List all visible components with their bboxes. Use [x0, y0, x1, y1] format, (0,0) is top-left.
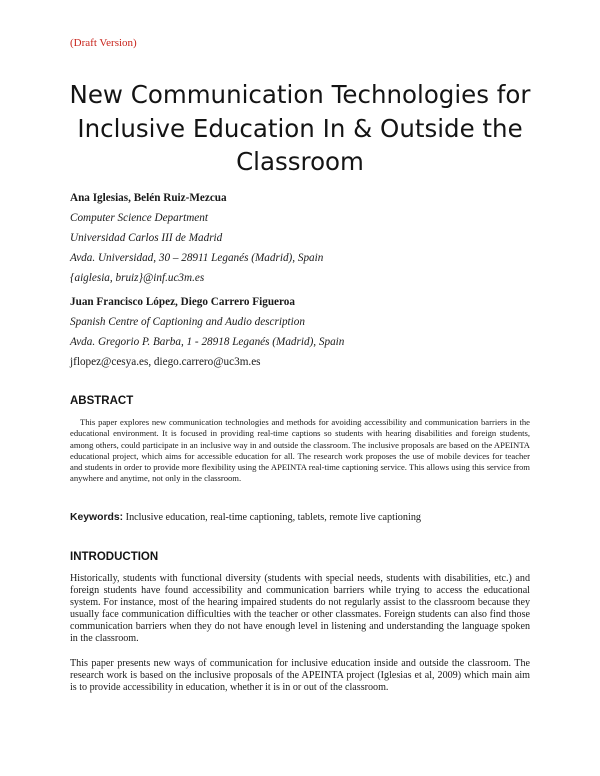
keywords-text: Inclusive education, real-time captioning, tablets, remote live captioning	[123, 512, 422, 523]
author-1-address: Avda. Universidad, 30 – 28911 Leganés (Madrid), Spain	[70, 252, 324, 264]
author-2-email: jflopez@cesya.es, diego.carrero@uc3m.es	[70, 356, 261, 368]
paper-title	[60, 78, 540, 179]
title-line: New Communication Technologies for	[69, 80, 531, 109]
introduction-heading: INTRODUCTION	[70, 551, 159, 563]
draft-version-label: (Draft Version)	[70, 37, 137, 49]
author-2-address: Avda. Gregorio P. Barba, 1 - 28918 Leganés (Madrid), Spain	[70, 336, 345, 348]
author-1-department: Computer Science Department	[70, 212, 208, 224]
keywords-line	[70, 512, 421, 523]
keywords-label: Keywords:	[70, 512, 124, 523]
author-names-1: Ana Iglesias, Belén Ruiz-Mezcua	[70, 192, 227, 204]
abstract-heading: ABSTRACT	[70, 395, 134, 407]
intro-paragraph: This paper presents new ways of communication for inclusive education inside and outside the classroom. The research work is based on the inclusive proposals of the APEINTA project (Iglesias et al, 2009) which main aim is to provide accessibility in education, whether it is in or out of the classroom.	[70, 658, 530, 694]
title-line: Classroom	[236, 147, 364, 176]
author-names-2: Juan Francisco López, Diego Carrero Figueroa	[70, 296, 295, 308]
intro-paragraph: Historically, students with functional diversity (students with special needs, students with disabilities, etc.) and foreign students have found accessibility and communication barriers while trying to access the educational system. For instance, most of the hearing impaired students do not regularly assist to the classroom because they usually face communication difficulties with the teacher or other classmates. Foreign students can also find those communication barriers when they do not have enough level in listening and understanding the language spoken in the classroom.	[70, 573, 530, 645]
author-1-email: {aiglesia, bruiz}@inf.uc3m.es	[70, 272, 205, 284]
abstract-text: This paper explores new communication technologies and methods for avoiding accessibility and communication barriers in the educational environment. It is focused in providing real-time captions so students with hearing disabilities and foreign students, among others, could participate in an inclusive way in and outside the classroom. The inclusive proposals are based on the APEINTA educational project, which aims for accessible education for all. The research work proposes the use of mobile devices for teacher and students in order to provide more flexibility using the APEINTA real-time captioning service. This allows using this service from anywhere and anytime, not only in the classroom.	[70, 417, 530, 484]
author-2-organization: Spanish Centre of Captioning and Audio description	[70, 316, 305, 328]
author-1-university: Universidad Carlos III de Madrid	[70, 232, 223, 244]
title-line: Inclusive Education In & Outside the	[77, 113, 523, 143]
